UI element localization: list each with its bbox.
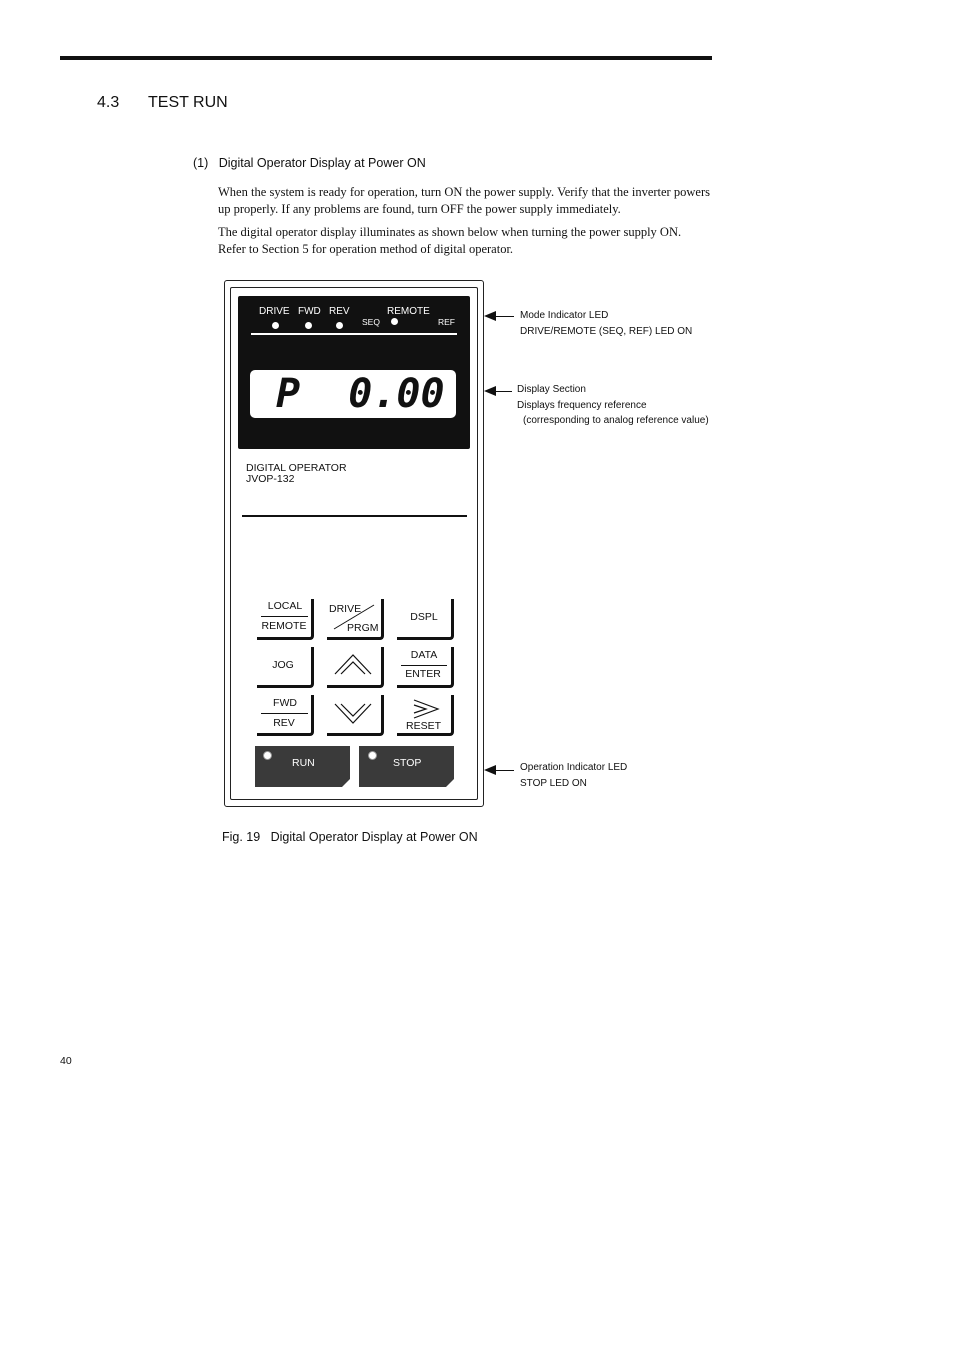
key-divider <box>261 713 308 714</box>
led-label-drive: DRIVE <box>259 306 290 317</box>
callout-text: STOP LED ON <box>520 777 587 789</box>
stop-led <box>368 751 377 760</box>
callout-text: Displays frequency reference <box>517 399 647 411</box>
callout-operation-indicator <box>520 760 627 791</box>
key-label-rev: REV <box>273 717 295 729</box>
callout-mode-indicator <box>520 308 692 339</box>
figure-caption: Fig. 19 Digital Operator Display at Power ON <box>222 830 478 844</box>
key-divider <box>401 665 447 666</box>
callout-text: Mode Indicator LED <box>520 310 609 321</box>
key-divider <box>261 616 308 617</box>
key-label-enter: ENTER <box>405 668 441 680</box>
down-arrow-icon <box>333 702 373 726</box>
operator-label <box>246 463 347 485</box>
key-label-reset: RESET <box>406 720 442 732</box>
paragraph-power-on: When the system is ready for operation, turn ON the power supply. Verify that the inverter powers up properly. If any problems are found, turn OFF the power supply immediately. <box>218 185 710 216</box>
display-readout: P 0.00 <box>276 371 445 417</box>
led-rev <box>336 322 343 329</box>
operator-divider <box>242 515 467 517</box>
key-label-stop: STOP <box>393 757 422 769</box>
top-rule <box>60 56 712 60</box>
led-label-remote: REMOTE <box>387 306 430 317</box>
led-fwd <box>305 322 312 329</box>
page-number: 40 <box>60 1055 72 1067</box>
key-label-drive: DRIVE <box>329 603 362 615</box>
led-remote <box>391 318 398 325</box>
up-arrow-icon <box>333 652 373 676</box>
arrow-line <box>494 770 514 771</box>
display-divider <box>251 333 457 335</box>
callout-text: Operation Indicator LED <box>520 762 628 773</box>
key-label-data: DATA <box>410 649 438 661</box>
led-drive <box>272 322 279 329</box>
section-number: 4.3 <box>97 94 120 111</box>
paragraph-display-intro: The digital operator display illuminates as shown below when turning the power supply ON. Refer to Section 5 for operation method of digital operator. <box>218 225 682 256</box>
callout-display-section <box>517 382 709 429</box>
led-label-fwd: FWD <box>298 306 321 317</box>
section-title: TEST RUN <box>148 94 228 111</box>
led-label-ref: REF <box>438 317 455 327</box>
callout-text: Display Section <box>517 384 586 395</box>
arrow-line <box>494 316 514 317</box>
key-label-remote: REMOTE <box>261 620 307 632</box>
operator-model: JVOP-132 <box>246 473 295 485</box>
right-arrow-icon <box>412 698 442 722</box>
key-label-local: LOCAL <box>267 600 303 612</box>
run-led <box>263 751 272 760</box>
subsection-heading: (1) Digital Operator Display at Power ON <box>193 156 426 170</box>
key-label-run: RUN <box>292 757 315 769</box>
arrow-line <box>494 391 512 392</box>
key-label-jog: JOG <box>272 659 294 671</box>
key-label-dspl: DSPL <box>410 611 438 623</box>
led-label-rev: REV <box>329 306 350 317</box>
led-label-seq: SEQ <box>362 317 380 327</box>
callout-text: (corresponding to analog reference value) <box>523 415 709 426</box>
key-label-fwd: FWD <box>273 697 297 709</box>
key-label-prgm: PRGM <box>347 622 379 634</box>
drive-prgm-slash <box>330 601 378 633</box>
operator-name: DIGITAL OPERATOR <box>246 462 347 474</box>
callout-text: DRIVE/REMOTE (SEQ, REF) LED ON <box>520 325 693 337</box>
